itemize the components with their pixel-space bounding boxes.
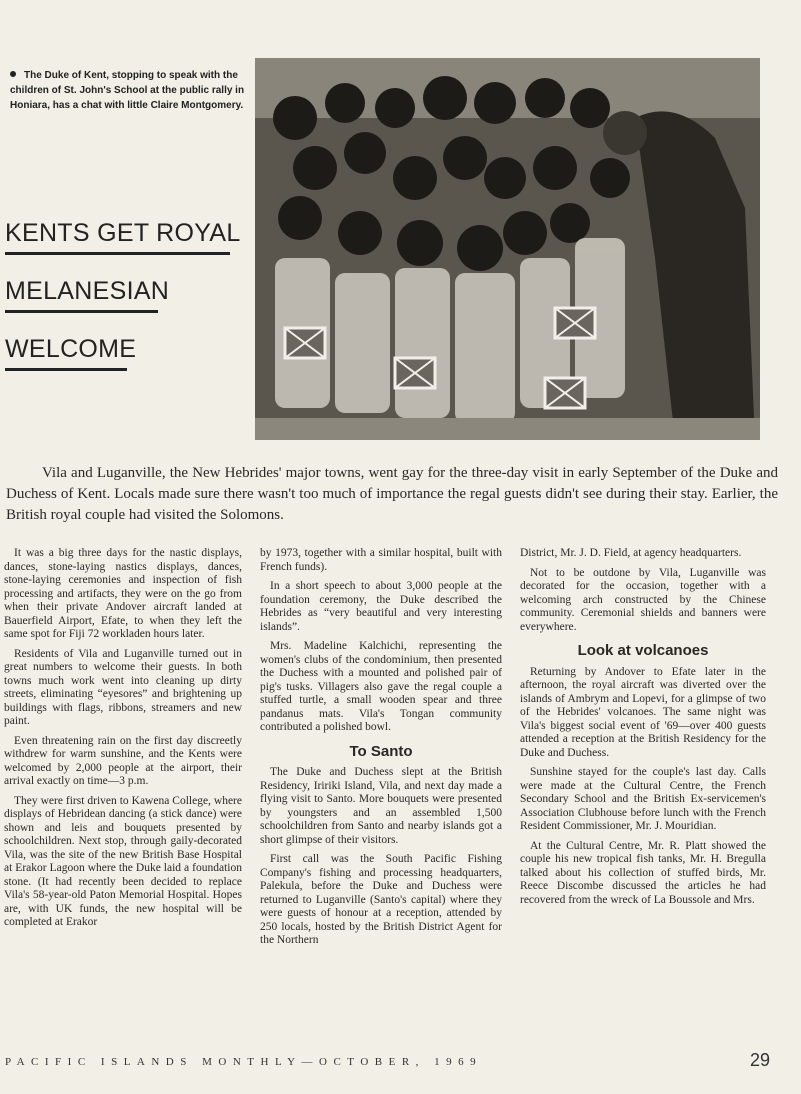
subheading-to-santo: To Santo bbox=[349, 742, 413, 760]
lead-paragraph: Vila and Luganville, the New Hebrides' major towns, went gay for the three-day visit in early September of the Duke and Duchess of Kent. Locals made sure there wasn't too much of importance the regal guests didn't see during their stay. Earlier, the British royal couple had visited the Solomons. bbox=[6, 465, 778, 523]
paragraph: Even threatening rain on the first day discreetly withdrew for warm sunshine, and the Kents were welcomed by 2,000 people at the airport, their arrival exactly on time—3 p.m. bbox=[4, 734, 242, 787]
page-footer bbox=[5, 1050, 770, 1076]
headline-line-2: MELANESIAN bbox=[5, 276, 245, 313]
headline bbox=[5, 218, 245, 392]
column-3 bbox=[520, 547, 766, 913]
paragraph: Residents of Vila and Luganville turned out in great numbers to welcome their guests. In both towns much work went into cleaning up dirty streets, eliminating “eyesores” and brightening up buildings with flags, ribbons, streamers and new paint. bbox=[4, 647, 242, 727]
paragraph: They were first driven to Kawena College, where displays of Hebridean dancing (a stick dance) were shown and leis and bouquets presented by schoolchildren. Next stop, through gaily-decorated Vila, was the site of the new British Base Hospital at Erakor Lagoon where the Duke laid a foundation stone. (It had recently been decided to replace Vila's 58-year-old Paton Memorial Hospital. Hopes are, with UK funds, the new hospital will be completed at Erakor bbox=[4, 794, 242, 928]
footer-publication: PACIFIC ISLANDS MONTHLY—OCTOBER, 1969 bbox=[5, 1056, 483, 1068]
paragraph: Mrs. Madeline Kalchichi, representing the women's clubs of the condominium, then presented the Duchess with a mounted and polished pair of pig's tusks. Villagers also gave the regal couple a stuffed turtle, a small wooden spear and three pandanus mats. Vila's Tongan community contributed a polished bowl. bbox=[260, 640, 502, 733]
paragraph: The Duke and Duchess slept at the British Residency, Iririki Island, Vila, and next day made a flying visit to Santo. More bouquets were presented by youngsters and an assembled 1,500 schoolchildren from Santo and nearby islands got a short glimpse of their visitors. bbox=[260, 766, 502, 846]
caption-text: The Duke of Kent, stopping to speak with the children of St. John's School at the public rally in Honiara, has a chat with little Claire Montgomery. bbox=[10, 70, 245, 111]
page-number: 29 bbox=[749, 1050, 770, 1070]
paragraph: At the Cultural Centre, Mr. R. Platt showed the couple his new tropical fish tanks, Mr. H. Bregulla talked about his collection of stuffed birds, Mr. Reece Discombe discussed the articles he had recovered from the wreck of La Boussole and Mrs. bbox=[520, 839, 766, 906]
paragraph: Returning by Andover to Efate later in the afternoon, the royal aircraft was diverted over the islands of Ambrym and Lopevi, for a glimpse of two of the Hebrides' volcanoes. The same night was Vila's biggest social event of '69—over 400 guests attended a reception at the British Residency for the Duke and Duchess. bbox=[520, 665, 766, 759]
headline-line-3: WELCOME bbox=[5, 334, 245, 371]
paragraph: First call was the South Pacific Fishing Company's fishing and processing headquarters, Palekula, before the Duke and Duchess were returned to Luganville (Santo's capital) where they were guests of honour at a reception, attended by 250 locals, hosted by the British District Agent for the Northern bbox=[260, 853, 502, 946]
paragraph: Not to be outdone by Vila, Luganville was decorated for the occasion, together with a welcoming arch constructed by the Chinese community. Ceremonial shields and banners were everywhere. bbox=[520, 566, 766, 633]
photo-caption bbox=[10, 68, 246, 113]
subheading-look-at-volcanoes: Look at volcanoes bbox=[577, 642, 709, 659]
paragraph: Sunshine stayed for the couple's last day. Calls were made at the Cultural Centre, the French Secondary School and the British Ex-servicemen's Association Clubhouse before lunch with the French Resident Commissioner, Mr. J. Mouridian. bbox=[520, 766, 766, 832]
column-2 bbox=[260, 547, 502, 954]
paragraph: In a short speech to about 3,000 people at the foundation ceremony, the Duke described the Hebrides as “very beautiful and very interesting islands”. bbox=[260, 580, 502, 633]
paragraph: by 1973, together with a similar hospital, built with French funds). bbox=[260, 547, 502, 573]
headline-line-1: KENTS GET ROYAL bbox=[5, 218, 245, 255]
news-photo bbox=[255, 58, 760, 440]
bullet-icon bbox=[10, 71, 16, 77]
column-1 bbox=[4, 547, 242, 936]
paragraph: It was a big three days for the nastic displays, dances, stone-laying nastics displays, dances, stone-laying ceremonies and inspection of fish processing and artifacts, they were on the go from when their private Andover aircraft landed at Bauerfield Airport, Efate, to when they left the same spot for Fiji 72 workladen hours later. bbox=[4, 547, 242, 640]
paragraph: District, Mr. J. D. Field, at agency headquarters. bbox=[520, 547, 742, 559]
